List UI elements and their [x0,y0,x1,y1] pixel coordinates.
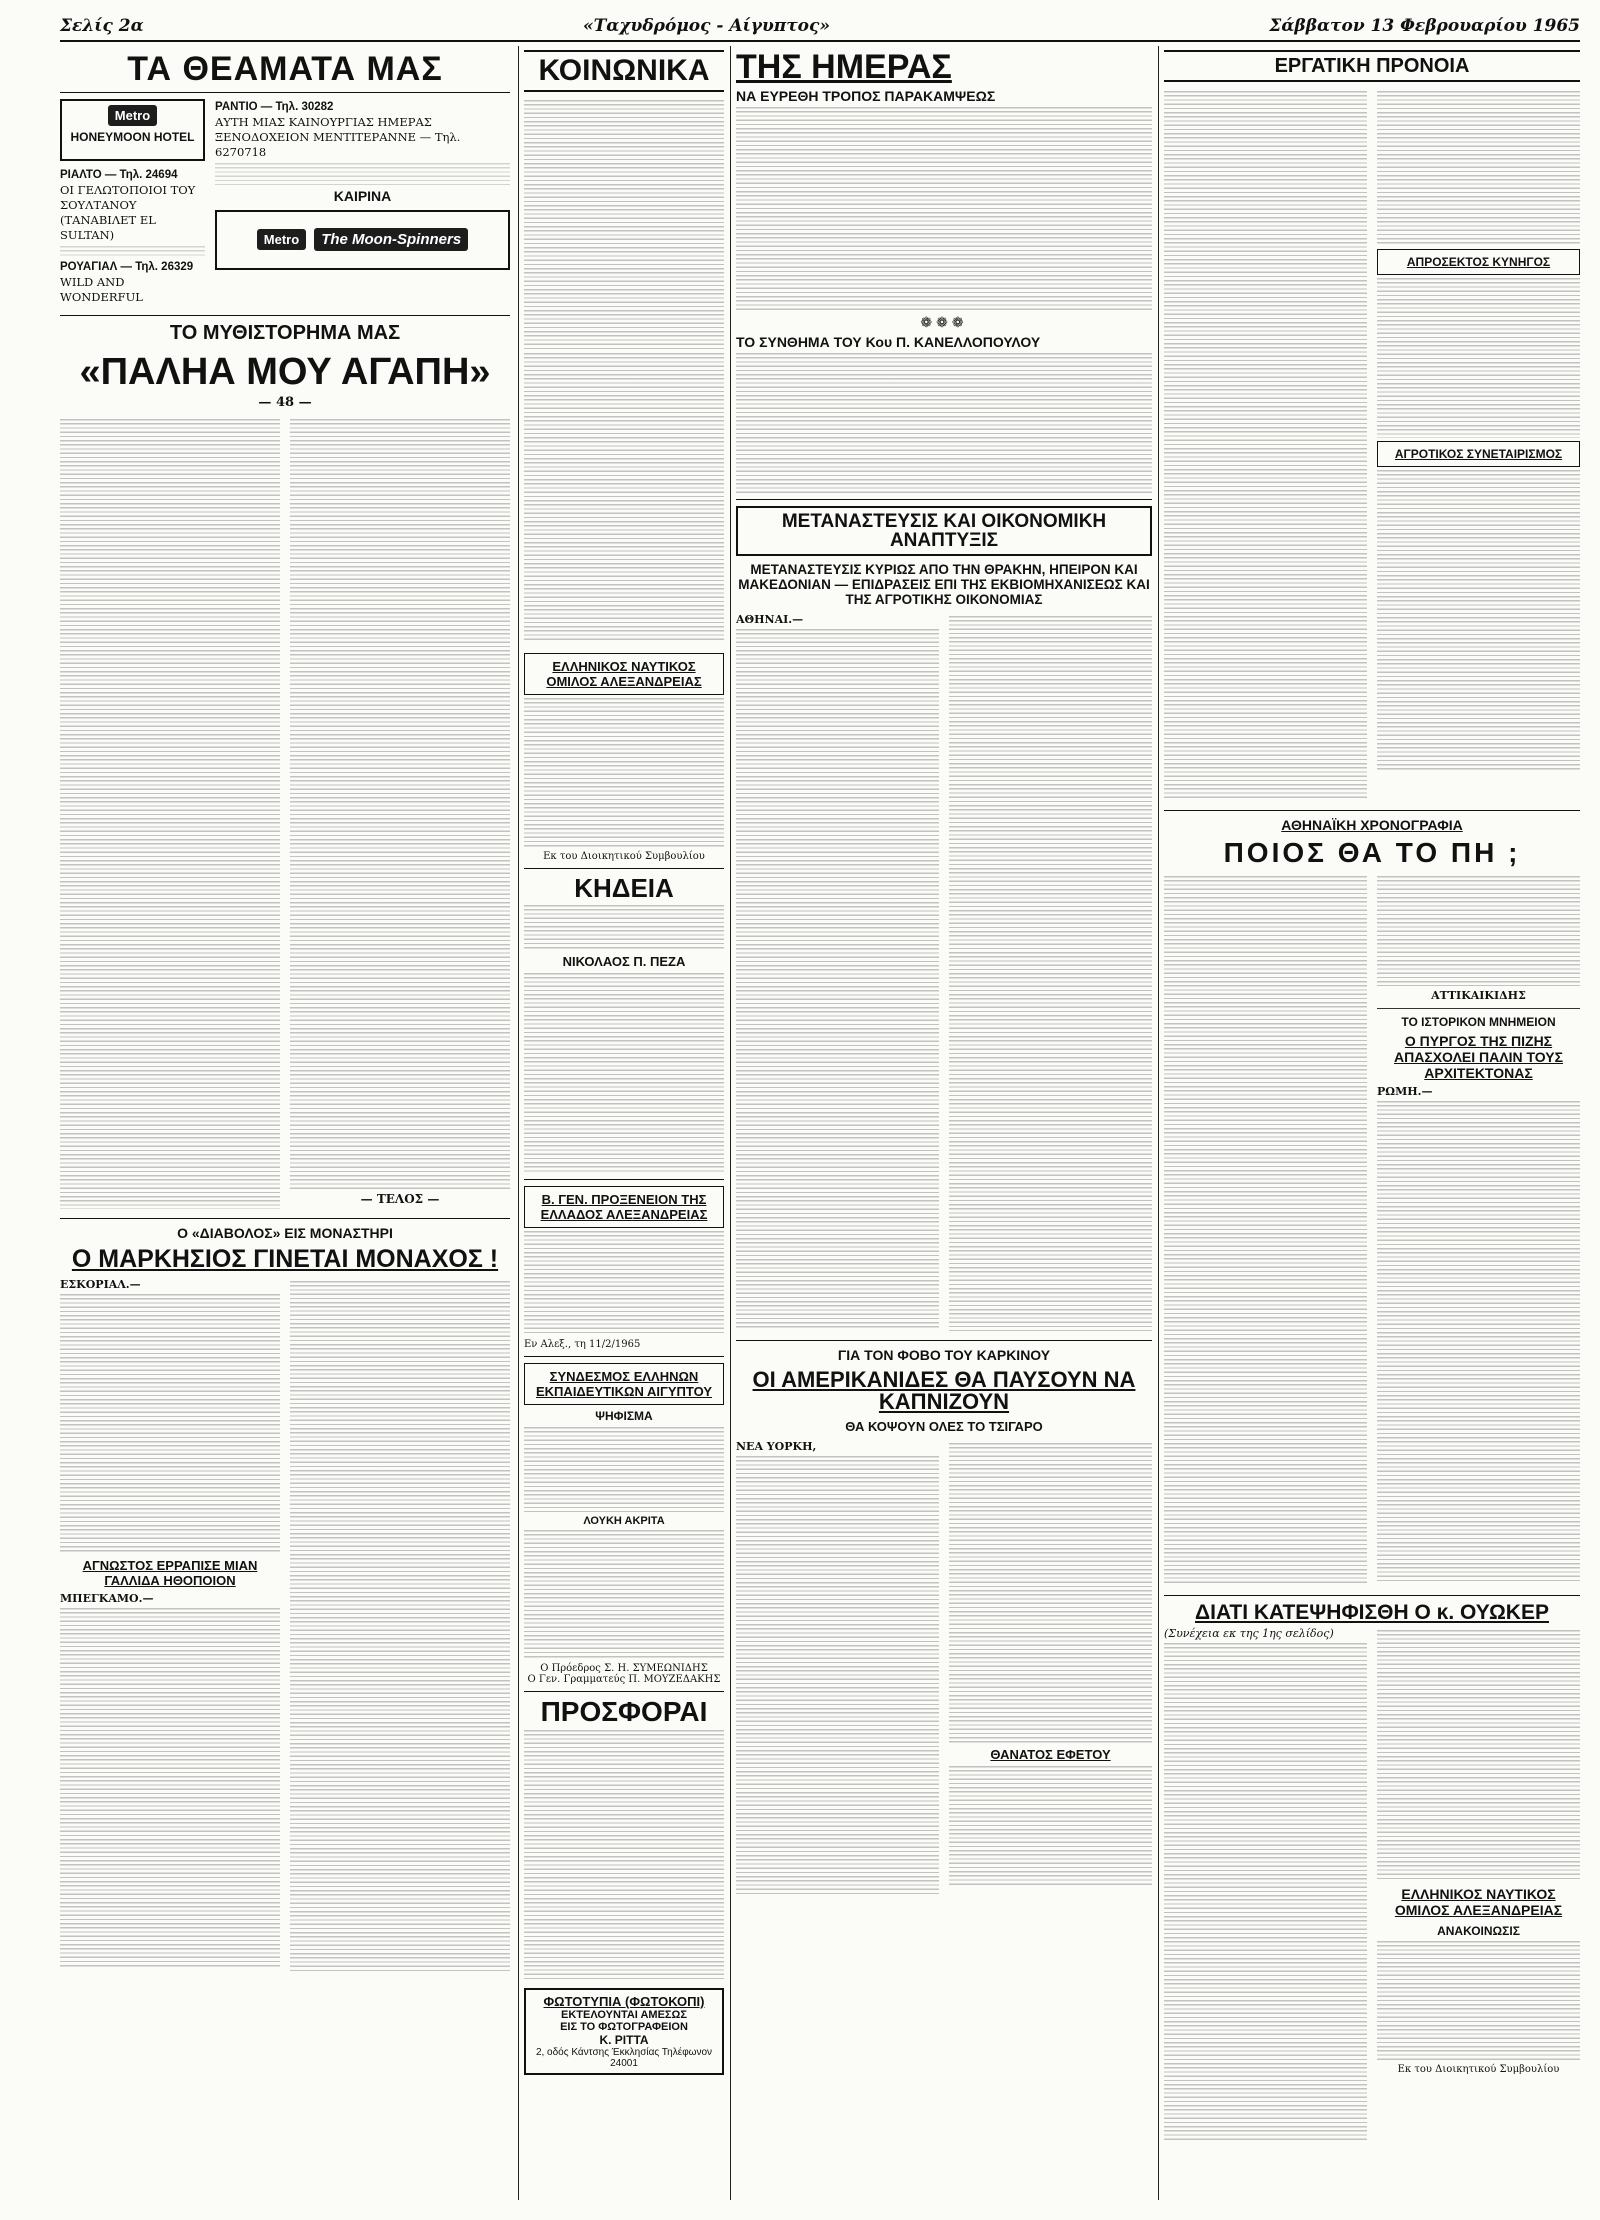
chronicle-text-left [1164,873,1367,1589]
divider [736,499,1152,500]
novel-title: «ΠΑΛΗΑ ΜΟΥ ΑΓΑΠΗ» [79,350,491,393]
text-lines [60,419,280,1209]
novel-text-right [290,416,510,1212]
text-lines [1377,1941,1580,2061]
naval-club-title: ΕΛΛΗΝΙΚΟΣ ΝΑΥΤΙΚΟΣ ΟΜΙΛΟΣ ΑΛΕΞΑΝΔΡΕΙΑΣ [524,653,724,695]
cinema-rialto [60,167,205,243]
text-lines [60,246,205,256]
text-lines [736,629,939,1329]
death-headline: ΘΑΝΑΤΟΣ ΕΦΕΤΟΥ [990,1747,1111,1762]
cinema-kairina: ΚΑΙΡΙΝΑ [333,187,392,204]
cinema-royal-film: WILD AND WONDERFUL [60,274,143,304]
fbi-headline: ΔΙΑΤΙ ΚΑΤΕΨΗΦΙΣΘΗ Ο κ. ΟΥΩΚΕΡ [1195,1601,1549,1624]
cancer-article [736,1440,1152,1899]
cinema-ads [60,99,510,305]
hunting-title: ΑΠΡΟΣΕΚΤΟΣ ΚΥΝΗΓΟΣ [1377,249,1580,275]
tower-headline: Ο ΠΥΡΓΟΣ ΤΗΣ ΠΙΖΗΣ ΑΠΑΣΧΟΛΕΙ ΠΑΛΙΝ ΤΟΥΣ ΑΡΧΙΤΕΚΤΟΝΑΣ [1393,1033,1564,1081]
film-title-1: HONEYMOON HOTEL [70,130,195,144]
section-title-social: ΚΟΙΝΩΝΙΚΑ [524,50,724,92]
offers-title: ΠΡΟΣΦΟΡΑΙ [540,1696,708,1727]
divider [1164,1595,1580,1596]
naval2-subtitle: ΑΝΑΚΟΙΝΩΣΙΣ [1437,1924,1520,1938]
text-lines [736,107,1152,312]
tower-kicker: ΤΟ ΙΣΤΟΡΙΚΟΝ ΜΝΗΜΕΙΟΝ [1401,1015,1556,1029]
migration-title: ΜΕΤΑΝΑΣΤΕΥΣΙΣ ΚΑΙ ΟΙΚΟΝΟΜΙΚΗ ΑΝΑΠΤΥΞΙΣ [736,506,1152,556]
photocopy-line-4: 2, οδός Κάντσης Έκκλησίας Τηλέφωνον 24001 [535,2047,713,2069]
text-lines [524,100,724,350]
page-number: Σελίς 2α [60,16,144,36]
text-lines [1377,1101,1580,1581]
stolen-dateline: ΜΠΕΓΚΑΜΟ.— [60,1591,154,1605]
text-lines [524,973,724,1173]
text-lines [1377,470,1580,770]
tower-dateline: ΡΩΜΗ.— [1377,1085,1433,1098]
text-lines [215,163,510,185]
photocopy-line-1: ΕΚΤΕΛΟΥΝΤΑΙ ΑΜΕΣΩΣ [561,2009,687,2021]
film-title-2: The Moon-Spinners [314,228,468,251]
teachers-subtitle: ΨΗΦΙΣΜΑ [595,1409,653,1423]
section-title-theatres: ΤΑ ΘΕΑΜΑΤΑ ΜΑΣ [127,50,443,88]
column-social [524,46,724,2196]
cinema-royal [60,259,205,305]
column-rule [1158,46,1159,2200]
devil-headline: Ο ΜΑΡΚΗΣΙΟΣ ΓΙΝΕΤΑΙ ΜΟΝΑΧΟΣ ! [71,1244,499,1273]
text-lines [949,1766,1152,1886]
column-of-the-day [736,46,1152,2196]
column-entertainment [60,46,510,2196]
novel-text [60,416,510,1212]
cinema-rialto-name: ΡΙΑΛΤΟ — Τηλ. 24694 [60,169,178,181]
metro-logo: Metro [108,105,157,126]
teachers-signature-1: Ο Πρόεδρος Σ. Η. ΣΥΜΕΩΝΙΔΗΣ [540,1663,708,1674]
chronicle-signature: ΑΤΤΙΚΑΙΚΙΔΗΣ [1431,989,1526,1002]
photocopy-line-3: Κ. ΡΙΤΤΑ [599,2033,649,2047]
farmer-title: ΑΓΡΟΤΙΚΟΣ ΣΥΝΕΤΑΙΡΙΣΜΟΣ [1377,441,1580,467]
chronicle-headline: ΠΟΙΟΣ ΘΑ ΤΟ ΠΗ ; [1223,837,1521,868]
naval2-signature: Εκ του Διοικητικού Συμβουλίου [1397,2064,1560,2075]
migration-dateline: ΑΘΗΝΑΙ.— [736,613,804,626]
cinema-ad-left [60,99,205,305]
cinema-hotel: ΞΕΝΟΔΟΧΕΙΟΝ ΜΕΝΤΙΤΕΡΑΝΝΕ — Τηλ. 6270718 [215,129,461,159]
lead-headline: ΝΑ ΕΥΡΕΘΗ ΤΡΟΠΟΣ ΠΑΡΑΚΑΜΨΕΩΣ [736,88,996,104]
cinema-radio-name: ΡΑΝΤΙΟ — Τηλ. 30282 [215,101,334,113]
section-title-of-the-day: ΤΗΣ ΗΜΕΡΑΣ [736,48,952,86]
photocopy-title: ΦΩΤΟΤΥΠΙΑ (ΦΩΤΟΚΟΠΙ) [543,1994,705,2009]
devil-text-right [290,1278,510,1974]
text-lines [736,1456,939,1896]
stolen-headline: ΑΓΝΩΣΤΟΣ ΕΡΡΑΠΙΣΕ ΜΙΑΝ ΓΑΛΛΙΔΑ ΗΘΟΠΟΙΟΝ [82,1557,258,1588]
teachers-name: ΛΟΥΚΗ ΑΚΡΙΤΑ [583,1515,665,1527]
photocopy-line-2: ΕΙΣ ΤΟ ΦΩΤΟΓΡΑΦΕΙΟΝ [560,2021,688,2033]
text-lines [290,419,510,1189]
text-lines [524,1427,724,1512]
text-lines [524,1231,724,1336]
devil-text-left [60,1278,280,1974]
cinema-radio-film: ΑΥΤΗ ΜΙΑΣ ΚΑΙΝΟΥΡΓΙΑΣ ΗΜΕΡΑΣ [215,114,432,129]
chronicle-kicker: ΑΘΗΝΑΪΚΗ ΧΡΟΝΟΓΡΑΦΙΑ [1281,817,1463,833]
text-lines [524,905,724,950]
divider [1164,810,1580,811]
ornament: ❁❁❁ [920,315,968,331]
cancer-kicker: ΓΙΑ ΤΟΝ ΦΟΒΟ ΤΟΥ ΚΑΡΚΙΝΟΥ [837,1347,1051,1363]
divider [60,315,510,316]
migration-subtitle: ΜΕΤΑΝΑΣΤΕΥΣΙΣ ΚΥΡΙΩΣ ΑΠΟ ΤΗΝ ΘΡΑΚΗΝ, ΗΠΕΙΡΟΝ ΚΑΙ ΜΑΚΕΔΟΝΙΑΝ — ΕΠΙΔΡΑΣΕΙΣ ΕΠΙ ΤΗΣ ΕΚΒΙΟΜΗΧΑΝΙΣΕΩΣ ΚΑΙ ΤΗΣ ΑΓΡΟΤΙΚΗΣ ΟΙΚΟΝΟΜΙΑΣ [738,562,1150,607]
migration-article [736,613,1152,1334]
text-lines [524,1730,724,1980]
novel-label: ΤΟ ΜΥΘΙΣΤΟΡΗΜΑ ΜΑΣ [169,321,401,344]
cinema-rialto-film: ΟΙ ΓΕΛΩΤΟΠΟΙΟΙ ΤΟΥ ΣΟΥΛΤΑΝΟΥ (ΤΑΝΑΒΙΛΕΤ EL SULTAN) [60,182,196,242]
text-lines [1377,876,1580,986]
column-rule [730,46,731,2200]
text-lines [949,616,1152,1331]
migration-text-right [949,613,1152,1334]
migration-text-left [736,613,939,1334]
fbi-subtitle: (Συνέχεια εκ της 1ης σελίδος) [1164,1627,1334,1640]
divider [524,868,724,869]
labor-article [1164,88,1580,804]
text-lines [1377,1630,1580,1880]
divider [60,92,510,93]
text-lines [524,353,724,643]
teachers-signature-2: Ο Γεν. Γραμματεύς Π. ΜΟΥΖΕΔΑΚΗΣ [527,1674,721,1685]
chronicle-text-right [1377,873,1580,1589]
cancer-text-left [736,1440,939,1899]
chronicle-article [1164,873,1580,1589]
devil-kicker: Ο «ΔΙΑΒΟΛΟΣ» ΕΙΣ ΜΟΝΑΣΤΗΡΙ [177,1224,393,1241]
cinema-radio [215,99,510,160]
divider [736,1340,1152,1341]
divider [1377,1008,1580,1009]
issue-date: Σάββατον 13 Φεβρουαρίου 1965 [1269,16,1580,36]
cancer-headline: ΟΙ ΑΜΕΡΙΚΑΝΙΔΕΣ ΘΑ ΠΑΥΣΟΥΝ ΝΑ ΚΑΠΝΙΖΟΥΝ [752,1367,1136,1414]
metro-ad-2 [215,210,510,270]
naval-club-signature: Εκ του Διοικητικού Συμβουλίου [543,851,705,862]
running-head-rule [60,40,1580,42]
metro-ad-1 [60,99,205,161]
divider [524,1179,724,1180]
paper-name: «Ταχυδρόμος - Αίγυπτος» [583,16,830,36]
cancer-subtitle: ΘΑ ΚΟΨΟΥΝ ΟΛΕΣ ΤΟ ΤΣΙΓΑΡΟ [845,1419,1043,1434]
cancer-text-right [949,1440,1152,1899]
text-lines [524,1530,724,1660]
fbi-text-left [1164,1627,1367,2146]
column-labor [1164,46,1580,2196]
text-lines [949,1443,1152,1743]
funeral-title: ΚΗΔΕΙΑ [574,873,674,903]
devil-dateline: ΕΣΚΟΡΙΑΛ.— [60,1277,141,1291]
divider [60,1218,510,1219]
consulate-title: Β. ΓΕΝ. ΠΡΟΞΕΝΕΙΟΝ ΤΗΣ ΕΛΛΑΔΟΣ ΑΛΕΞΑΝΔΡΕΙΑΣ [524,1186,724,1228]
column-rule [518,46,519,2200]
text-lines [736,353,1152,493]
teachers-title: ΣΥΝΔΕΣΜΟΣ ΕΛΛΗΝΩΝ ΕΚΠΑΙΔΕΥΤΙΚΩΝ ΑΙΓΥΠΤΟΥ [524,1363,724,1405]
section-title-labor: ΕΡΓΑΤΙΚΗ ΠΡΟΝΟΙΑ [1164,50,1580,82]
labor-text-right [1377,88,1580,804]
text-lines [1164,876,1367,1586]
novel-text-left [60,416,280,1212]
consulate-date: Εν Αλεξ., τη 11/2/1965 [524,1339,641,1350]
text-lines [1377,278,1580,438]
text-lines [1164,1643,1367,2143]
photocopy-ad [524,1988,724,2075]
cinema-royal-name: ΡΟΥΑΓΙΑΛ — Τηλ. 26329 [60,260,194,273]
running-head [60,14,1580,38]
metro-logo: Metro [257,229,306,250]
text-lines [524,698,724,848]
cinema-ad-right [215,99,510,305]
devil-article [60,1278,510,1974]
text-lines [60,1294,280,1554]
text-lines [1377,91,1580,246]
text-lines [60,1608,280,1968]
labor-text-left [1164,88,1367,804]
novel-chapter: — 48 — [258,394,312,410]
divider [524,1691,724,1692]
divider [524,1356,724,1357]
cancer-dateline: ΝΕΑ ΥΟΡΚΗ, [736,1440,817,1453]
text-lines [1164,91,1367,801]
fbi-text-right [1377,1627,1580,2146]
funeral-name: ΝΙΚΟΛΑΟΣ Π. ΠΕΖΑ [562,954,686,969]
fbi-article [1164,1627,1580,2146]
text-lines [290,1281,510,1971]
second-headline: ΤΟ ΣΥΝΘΗΜΑ ΤΟΥ Κου Π. ΚΑΝΕΛΛΟΠΟΥΛΟΥ [736,334,1041,350]
novel-end: — ΤΕΛΟΣ — [360,1191,440,1206]
naval2-title: ΕΛΛΗΝΙΚΟΣ ΝΑΥΤΙΚΟΣ ΟΜΙΛΟΣ ΑΛΕΞΑΝΔΡΕΙΑΣ [1394,1886,1563,1918]
